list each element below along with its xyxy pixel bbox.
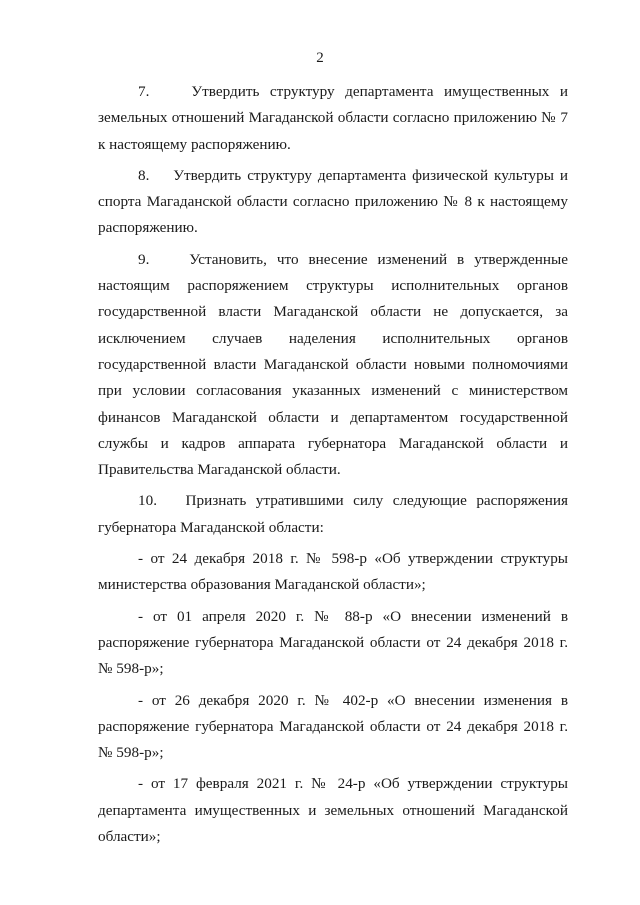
paragraph-10: 10. Признать утратившими силу следующие распоряжения губернатора Магаданской области:: [98, 492, 568, 536]
document-body: [98, 79, 568, 850]
list-item-24-r: - от 17 февраля 2021 г. № 24-р «Об утверждении структуры департамента имущественных и земельных отношений Магаданской области»;: [98, 775, 568, 846]
list-item-402-r: - от 26 декабря 2020 г. № 402-р «О внесении изменения в распоряжение губернатора Магаданской области от 24 декабря 2018 г. № 598-р»;: [98, 691, 568, 762]
list-item-598-r: - от 24 декабря 2018 г. № 598-р «Об утверждении структуры министерства образования Магаданской области»;: [98, 550, 568, 594]
paragraph-7: 7. Утвердить структуру департамента имущественных и земельных отношений Магаданской области согласно приложению № 7 к настоящему распоряжению.: [98, 83, 568, 153]
list-item-88-r: - от 01 апреля 2020 г. № 88-р «О внесении изменений в распоряжение губернатора Магаданской области от 24 декабря 2018 г. № 598-р»;: [98, 607, 568, 678]
paragraph-9: 9. Установить, что внесение изменений в утвержденные настоящим распоряжением структуры исполнительных органов государственной власти Магаданской области не допускается, за исключением случаев наделения исполнительных органов государственной власти Магаданской области новыми полномочиями при условии согласования указанных изменений с министерством финансов Магаданской области и департаментом государственной службы и кадров аппарата губернатора Магаданской области и Правительства Магаданской области.: [98, 250, 568, 479]
page-number: 2: [316, 50, 324, 66]
paragraph-8: 8. Утвердить структуру департамента физической культуры и спорта Магаданской области согласно приложению № 8 к настоящему распоряжению.: [98, 166, 568, 237]
